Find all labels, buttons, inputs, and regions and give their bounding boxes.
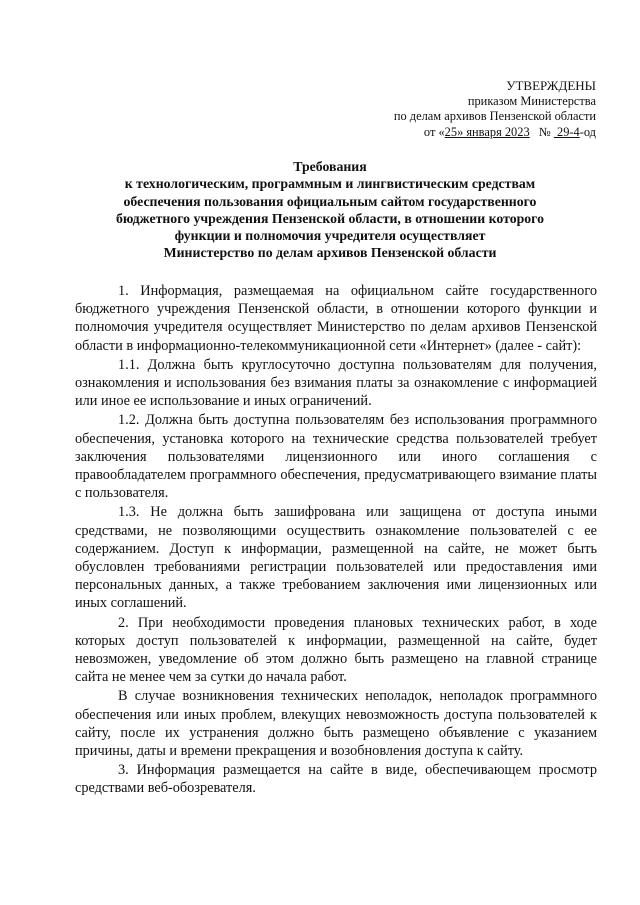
paragraph-2-continued: В случае возникновения технических неполадок, неполадок программного обеспечения или иных проблем, влекущих невозможность доступа пользователей к сайту, после их устранения должно быть размещено объявление с указанием причины, даты и времени прекращения и возобновления доступа к сайту.: [75, 688, 597, 760]
paragraph-1-3: 1.3. Не должна быть зашифрована или защищена от доступа иными средствами, не позволяющими осуществить ознакомление пользователей с ее содержанием. Доступ к информации, размещенной на сайте, не может быть обусловлен требованиями регистрации пользователей или предоставления ими персональных данных, а также требованием заключения ими лицензионных или иных соглашений.: [75, 504, 597, 612]
document-body: [75, 282, 597, 798]
paragraph-1: 1. Информация, размещаемая на официальном сайте государственного бюджетного учреждения Пензенской области, в отношении которого функции и полномочия учредителя осуществляет Министерство по делам архивов Пензенской области в информационно-телекоммуникационной сети «Интернет» (далее - сайт):: [75, 283, 597, 354]
paragraph-1-1: 1.1. Должна быть круглосуточно доступна пользователям для получения, ознакомления и использования без взимания платы за ознакомление с информацией или иное ее использование и иных ограничений.: [75, 356, 597, 410]
title-line: обеспечения пользования официальным сайтом государственного: [123, 193, 537, 209]
approval-number-value: 29-4: [557, 124, 580, 139]
title-line: Требования: [293, 159, 367, 174]
approval-line-2: по делам архивов Пензенской области: [393, 109, 596, 124]
approval-date-rest: » января 2023: [457, 124, 530, 139]
document-title: [60, 158, 600, 262]
approval-date-line: [394, 125, 596, 141]
approval-line-1: приказом Министерства: [467, 93, 596, 108]
approval-heading: УТВЕРЖДЕНЫ: [506, 78, 596, 93]
approval-date-day: 25: [444, 124, 458, 139]
title-line: бюджетного учреждения Пензенской области, в отношении которого: [116, 210, 544, 226]
approval-number-suffix: -од: [579, 124, 596, 139]
paragraph-1-2: 1.2. Должна быть доступна пользователям без использования программного обеспечения, установка которого на технические средства пользователей требует заключения пользователями лицензионного или иного соглашения с правообладателем программного обеспечения, предусматривающего взимание платы с пользователя.: [75, 412, 597, 502]
approval-stamp: [394, 78, 596, 140]
title-line: Министерство по делам архивов Пензенской области: [163, 245, 497, 261]
paragraph-2: 2. При необходимости проведения плановых технических работ, в ходе которых доступ пользователей к информации, размещенной на сайте, будет невозможен, уведомление об этом должно быть размещено на главной странице сайта не менее чем за сутки до начала работ.: [75, 614, 597, 686]
approval-number: [554, 125, 580, 139]
approval-number-sign: №: [538, 124, 551, 139]
title-line: к технологическим, программным и лингвистическим средствам: [124, 176, 536, 192]
approval-date-prefix: от «: [423, 124, 445, 139]
paragraph-3: 3. Информация размещается на сайте в виде, обеспечивающем просмотр средствами веб-обозревателя.: [75, 762, 597, 797]
title-line: функции и полномочия учредителя осуществляет: [174, 228, 486, 244]
